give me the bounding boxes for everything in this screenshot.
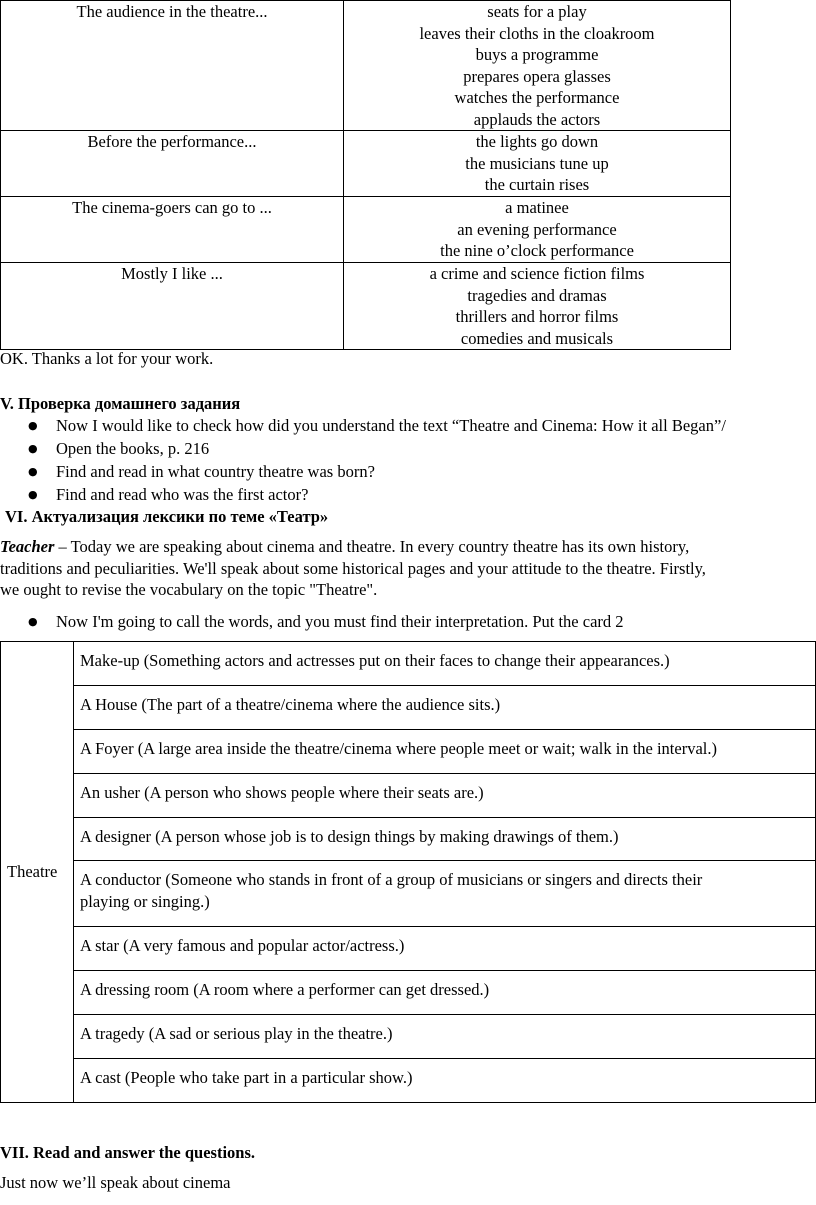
definition-cell: A tragedy (A sad or serious play in the theatre.) bbox=[74, 1015, 816, 1059]
table-row bbox=[1, 861, 816, 927]
table-row bbox=[1, 1015, 816, 1059]
definition-cell: A dressing room (A room where a performer can get dressed.) bbox=[74, 971, 816, 1015]
phrase-endings: seats for a play leaves their cloths in the cloakroom buys a programme prepares opera glasses watches the performance applauds the actors bbox=[344, 1, 731, 131]
phrase-endings: a matinee an evening performance the nine o’clock performance bbox=[344, 197, 731, 263]
definition-cell: A Foyer (A large area inside the theatre/cinema where people meet or wait; walk in the interval.) bbox=[74, 730, 816, 774]
table-row bbox=[1, 818, 816, 861]
table-row bbox=[1, 263, 731, 350]
definition-cell: An usher (A person who shows people where their seats are.) bbox=[74, 774, 816, 818]
phrase-start: The cinema-goers can go to ... bbox=[1, 197, 344, 263]
speaker-label: Teacher bbox=[0, 537, 55, 556]
vocabulary-table bbox=[0, 641, 816, 1103]
table-row bbox=[1, 197, 731, 263]
definition-cell: A star (A very famous and popular actor/actress.) bbox=[74, 927, 816, 971]
phrase-start: Mostly I like ... bbox=[1, 263, 344, 350]
bullet-icon: ● bbox=[28, 419, 38, 432]
category-cell: Theatre bbox=[1, 642, 74, 1103]
bullet-icon: ● bbox=[28, 488, 38, 501]
closing-text: Just now we’ll speak about cinema bbox=[0, 1173, 231, 1192]
definition-cell: A House (The part of a theatre/cinema where the audience sits.) bbox=[74, 686, 816, 730]
table-row bbox=[1, 971, 816, 1015]
table-row bbox=[1, 1059, 816, 1103]
phrase-start: The audience in the theatre... bbox=[1, 1, 344, 131]
bullet-icon: ● bbox=[28, 442, 38, 455]
phrases-table bbox=[0, 0, 731, 350]
table-row bbox=[1, 1, 731, 131]
definition-cell: A conductor (Someone who stands in front of a group of musicians or singers and directs their playing or singing.) bbox=[74, 861, 816, 927]
table-row bbox=[1, 774, 816, 818]
table-row bbox=[1, 131, 731, 197]
table-row bbox=[1, 642, 816, 686]
phrase-start: Before the performance... bbox=[1, 131, 344, 197]
definition-cell: Make-up (Something actors and actresses put on their faces to change their appearances.) bbox=[74, 642, 816, 686]
table-row bbox=[1, 927, 816, 971]
table-row bbox=[1, 730, 816, 774]
bullet-icon: ● bbox=[28, 465, 38, 478]
section-5-heading: V. Проверка домашнего задания bbox=[0, 394, 241, 413]
bullet-icon: ● bbox=[28, 615, 38, 628]
phrase-endings: a crime and science fiction films tragedies and dramas thrillers and horror films comedies and musicals bbox=[344, 263, 731, 350]
teacher-paragraph: Teacher – Today we are speaking about cinema and theatre. In every country theatre has its own history, traditions and peculiarities. We'll speak about some historical pages and your attitude to the theatre. Firstly, we ought to revise the vocabulary on the topic "Theatre". bbox=[0, 537, 706, 599]
table-row bbox=[1, 686, 816, 730]
phrase-endings: the lights go down the musicians tune up the curtain rises bbox=[344, 131, 731, 197]
definition-cell: A designer (A person whose job is to design things by making drawings of them.) bbox=[74, 818, 816, 861]
section-7-heading: VII. Read and answer the questions. bbox=[0, 1143, 256, 1162]
section-6-heading: VI. Актуализация лексики по теме «Театр» bbox=[5, 507, 329, 526]
thanks-line: OK. Thanks a lot for your work. bbox=[0, 349, 214, 368]
definition-cell: A cast (People who take part in a particular show.) bbox=[74, 1059, 816, 1103]
